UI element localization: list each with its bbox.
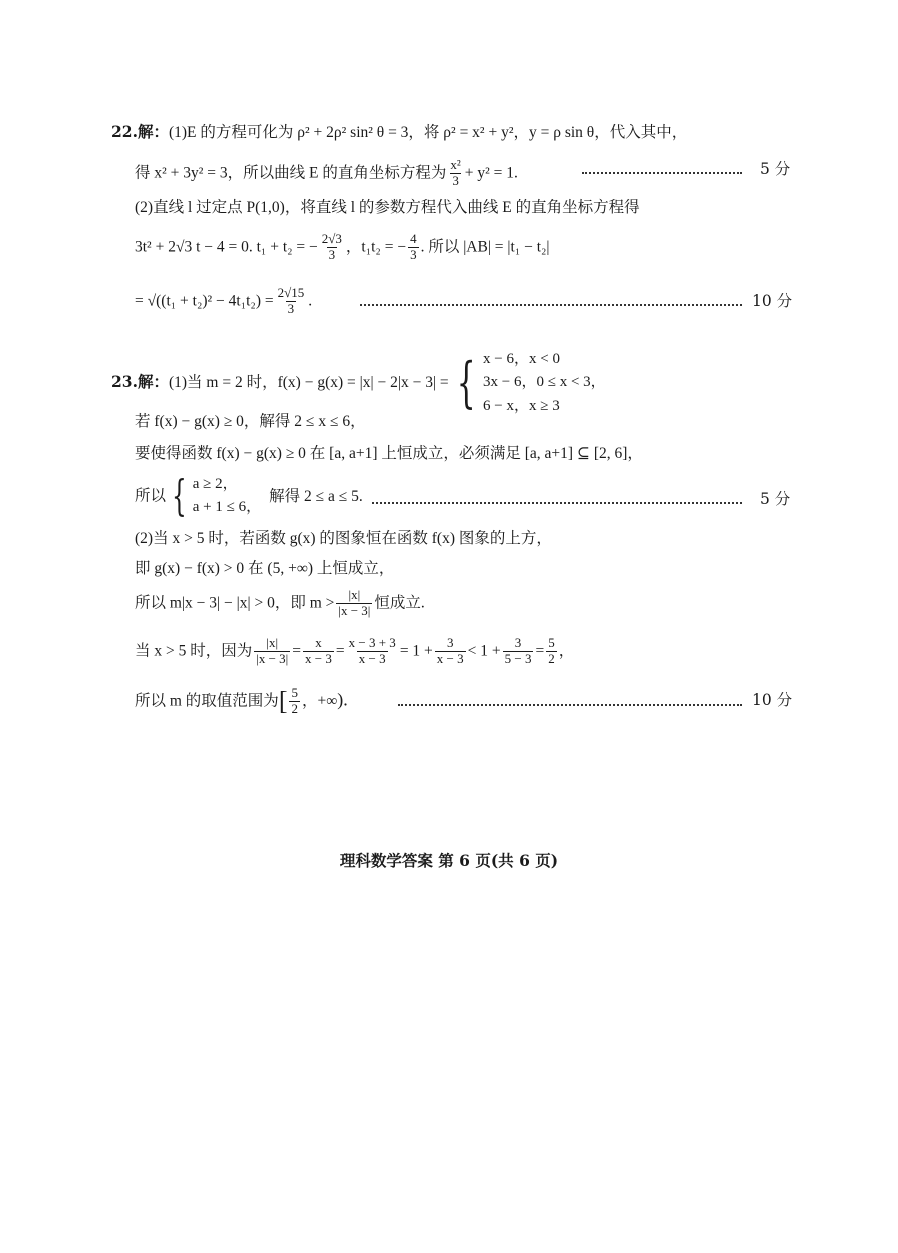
frac-numerator: 3: [514, 635, 522, 650]
q23-fraction-1: [254, 636, 290, 667]
q23-line-3: [135, 446, 643, 462]
left-brace: {: [456, 351, 476, 415]
q23-part2-line-a: (2)当 x > 5 时，若函数 g(x) 的图象恒在函数 f(x) 图象的上方，: [135, 530, 552, 547]
frac-denominator: 3: [410, 246, 417, 262]
q23-part2-line-c1: 所以 m|x − 3| − |x| > 0，即 m >: [135, 594, 335, 612]
equals-sign: =: [535, 642, 545, 660]
q22-part2-line-c2: .: [308, 292, 313, 310]
q23-fraction-2: [303, 636, 334, 667]
q23-line-2: [135, 414, 366, 430]
equals-sign: =: [335, 642, 345, 660]
equals-sign: = 1 +: [399, 642, 433, 660]
page-footer: 理科数学答案 第 6 页(共 6 页): [339, 851, 559, 870]
q23-system-cases: [193, 473, 261, 520]
q22-fraction-2root15-over-3: [276, 286, 307, 317]
q23-line-1: [111, 348, 606, 418]
q23-piecewise-cases: [483, 348, 606, 418]
frac-numerator: x − 3 + 3: [348, 635, 396, 650]
q23-fraction-3: [347, 636, 398, 667]
q23-part2-line-e1: 所以 m 的取值范围为: [135, 692, 279, 710]
dot-leader: [398, 704, 742, 706]
less-than-sign: < 1 +: [467, 642, 501, 660]
case-row: a ≥ 2，: [192, 476, 238, 492]
case-row: x − 6，x < 0: [483, 351, 560, 367]
frac-denominator: |x − 3|: [256, 650, 289, 666]
frac-denominator: x − 3: [305, 650, 332, 666]
q23-part1-line-b: 若 f(x) − g(x) ≥ 0，解得 2 ≤ x ≤ 6，: [135, 413, 366, 430]
q23-part2-line-d1: 当 x > 5 时，因为: [135, 642, 253, 660]
q22-part1-line-b2: + y² = 1.: [464, 164, 518, 182]
frac-numerator: x: [315, 635, 322, 650]
q23-part1-line-d-post: 解得 2 ≤ a ≤ 5.: [269, 487, 363, 505]
q23-part2-line-c2: 恒成立.: [374, 594, 425, 612]
comma: ，: [558, 642, 575, 660]
frac-denominator: 2: [548, 650, 555, 666]
q22-line-2: [135, 158, 518, 189]
case-row: 6 − x，x ≥ 3: [483, 397, 560, 414]
frac-denominator: |x − 3|: [338, 602, 371, 618]
q23-fraction-5-over-2: [289, 686, 300, 717]
frac-denominator: 3: [328, 246, 336, 262]
frac-denominator: 3: [452, 172, 459, 188]
q23-line-7: [135, 588, 425, 619]
q23-part1-line-d-pre: 所以: [135, 487, 167, 505]
q23-solution-label: 解：: [137, 371, 169, 391]
q23-line-8: [135, 636, 574, 667]
q22-fraction-4-over-3: [408, 232, 419, 263]
q22-part1-line-a: (1)E 的方程可化为 ρ² + 2ρ² sin² θ = 3，将 ρ² = x² + y²，y = ρ sin θ，代入其中，: [168, 124, 688, 141]
frac-numerator: 4: [410, 231, 417, 246]
close-paren: ).: [337, 689, 348, 710]
q22-part1-line-b1: 得 x² + 3y² = 3，所以曲线 E 的直角坐标方程为: [135, 164, 447, 182]
q23-fraction-6: [546, 636, 557, 667]
frac-numerator: 3: [446, 635, 454, 650]
q23-line-5: [135, 531, 552, 547]
dot-leader: [582, 172, 742, 174]
q22-fraction-x2-over-3: [448, 158, 462, 189]
q22-part1-score: 5 分: [760, 160, 791, 178]
q23-part1-line-c: 要使得函数 f(x) − g(x) ≥ 0 在 [a, a+1] 上恒成立，必须满足 [a, a+1] ⊆ [2, 6]，: [135, 445, 643, 462]
q22-line-4: [135, 232, 550, 263]
frac-numerator: |x|: [266, 635, 279, 650]
frac-denominator: 3: [287, 300, 295, 316]
case-row: 3x − 6，0 ≤ x < 3，: [483, 374, 606, 391]
q23-number: 23.: [111, 371, 138, 391]
q23-part1-line-a: (1)当 m = 2 时，f(x) − g(x) = |x| − 2|x − 3| =: [168, 374, 449, 392]
q22-line-5: [135, 286, 312, 317]
q22-part2-score: 10 分: [752, 292, 793, 310]
q22-line-3: [135, 200, 640, 216]
case-row: a + 1 ≤ 6，: [192, 499, 262, 516]
q22-fraction-2root3-over-3: [320, 232, 344, 263]
q23-line-4: [135, 473, 363, 520]
q23-part1-score: 5 分: [760, 490, 791, 508]
frac-denominator: 2: [291, 700, 298, 716]
q22-part2-line-b1: 3t² + 2√3 t − 4 = 0. t₁ + t₂ = −: [135, 238, 318, 256]
q22-number: 22.: [111, 122, 138, 141]
q23-line-9: [135, 686, 348, 717]
open-bracket: [: [278, 686, 288, 716]
q22-line-1: [111, 124, 687, 141]
frac-denominator: x − 3: [358, 650, 386, 666]
frac-numerator: x²: [450, 157, 461, 172]
dot-leader: [360, 304, 742, 306]
plus-infinity: ，+∞: [301, 692, 338, 710]
q23-part2-line-b: 即 g(x) − f(x) > 0 在 (5, +∞) 上恒成立，: [135, 560, 395, 577]
q22-part2-line-a: (2)直线 l 过定点 P(1,0)，将直线 l 的参数方程代入曲线 E 的直角坐标方程得: [135, 199, 640, 216]
q22-part2-line-b3: . 所以 |AB| = |t₁ − t₂|: [420, 238, 550, 256]
q23-part2-score: 10 分: [752, 691, 793, 709]
frac-numerator: 5: [291, 685, 298, 700]
q23-line-6: [135, 561, 394, 577]
q22-part2-line-c1: = √((t₁ + t₂)² − 4t₁t₂) =: [135, 292, 274, 310]
q22-part2-line-b2: ，t₁t₂ = −: [345, 238, 407, 256]
dot-leader: [372, 502, 742, 504]
q23-fraction-5: [503, 636, 534, 667]
frac-denominator: 5 − 3: [504, 650, 532, 666]
frac-denominator: x − 3: [436, 650, 464, 666]
q22-solution-label: 解：: [137, 122, 169, 141]
frac-numerator: 2√15: [277, 285, 305, 300]
frac-numerator: 5: [548, 635, 555, 650]
equals-sign: =: [292, 642, 302, 660]
q23-fraction-4: [435, 636, 466, 667]
q23-fraction-absx-over-absx-3: [336, 588, 372, 619]
left-brace: {: [172, 471, 187, 521]
frac-numerator: 2√3: [321, 231, 342, 246]
frac-numerator: |x|: [348, 587, 361, 602]
